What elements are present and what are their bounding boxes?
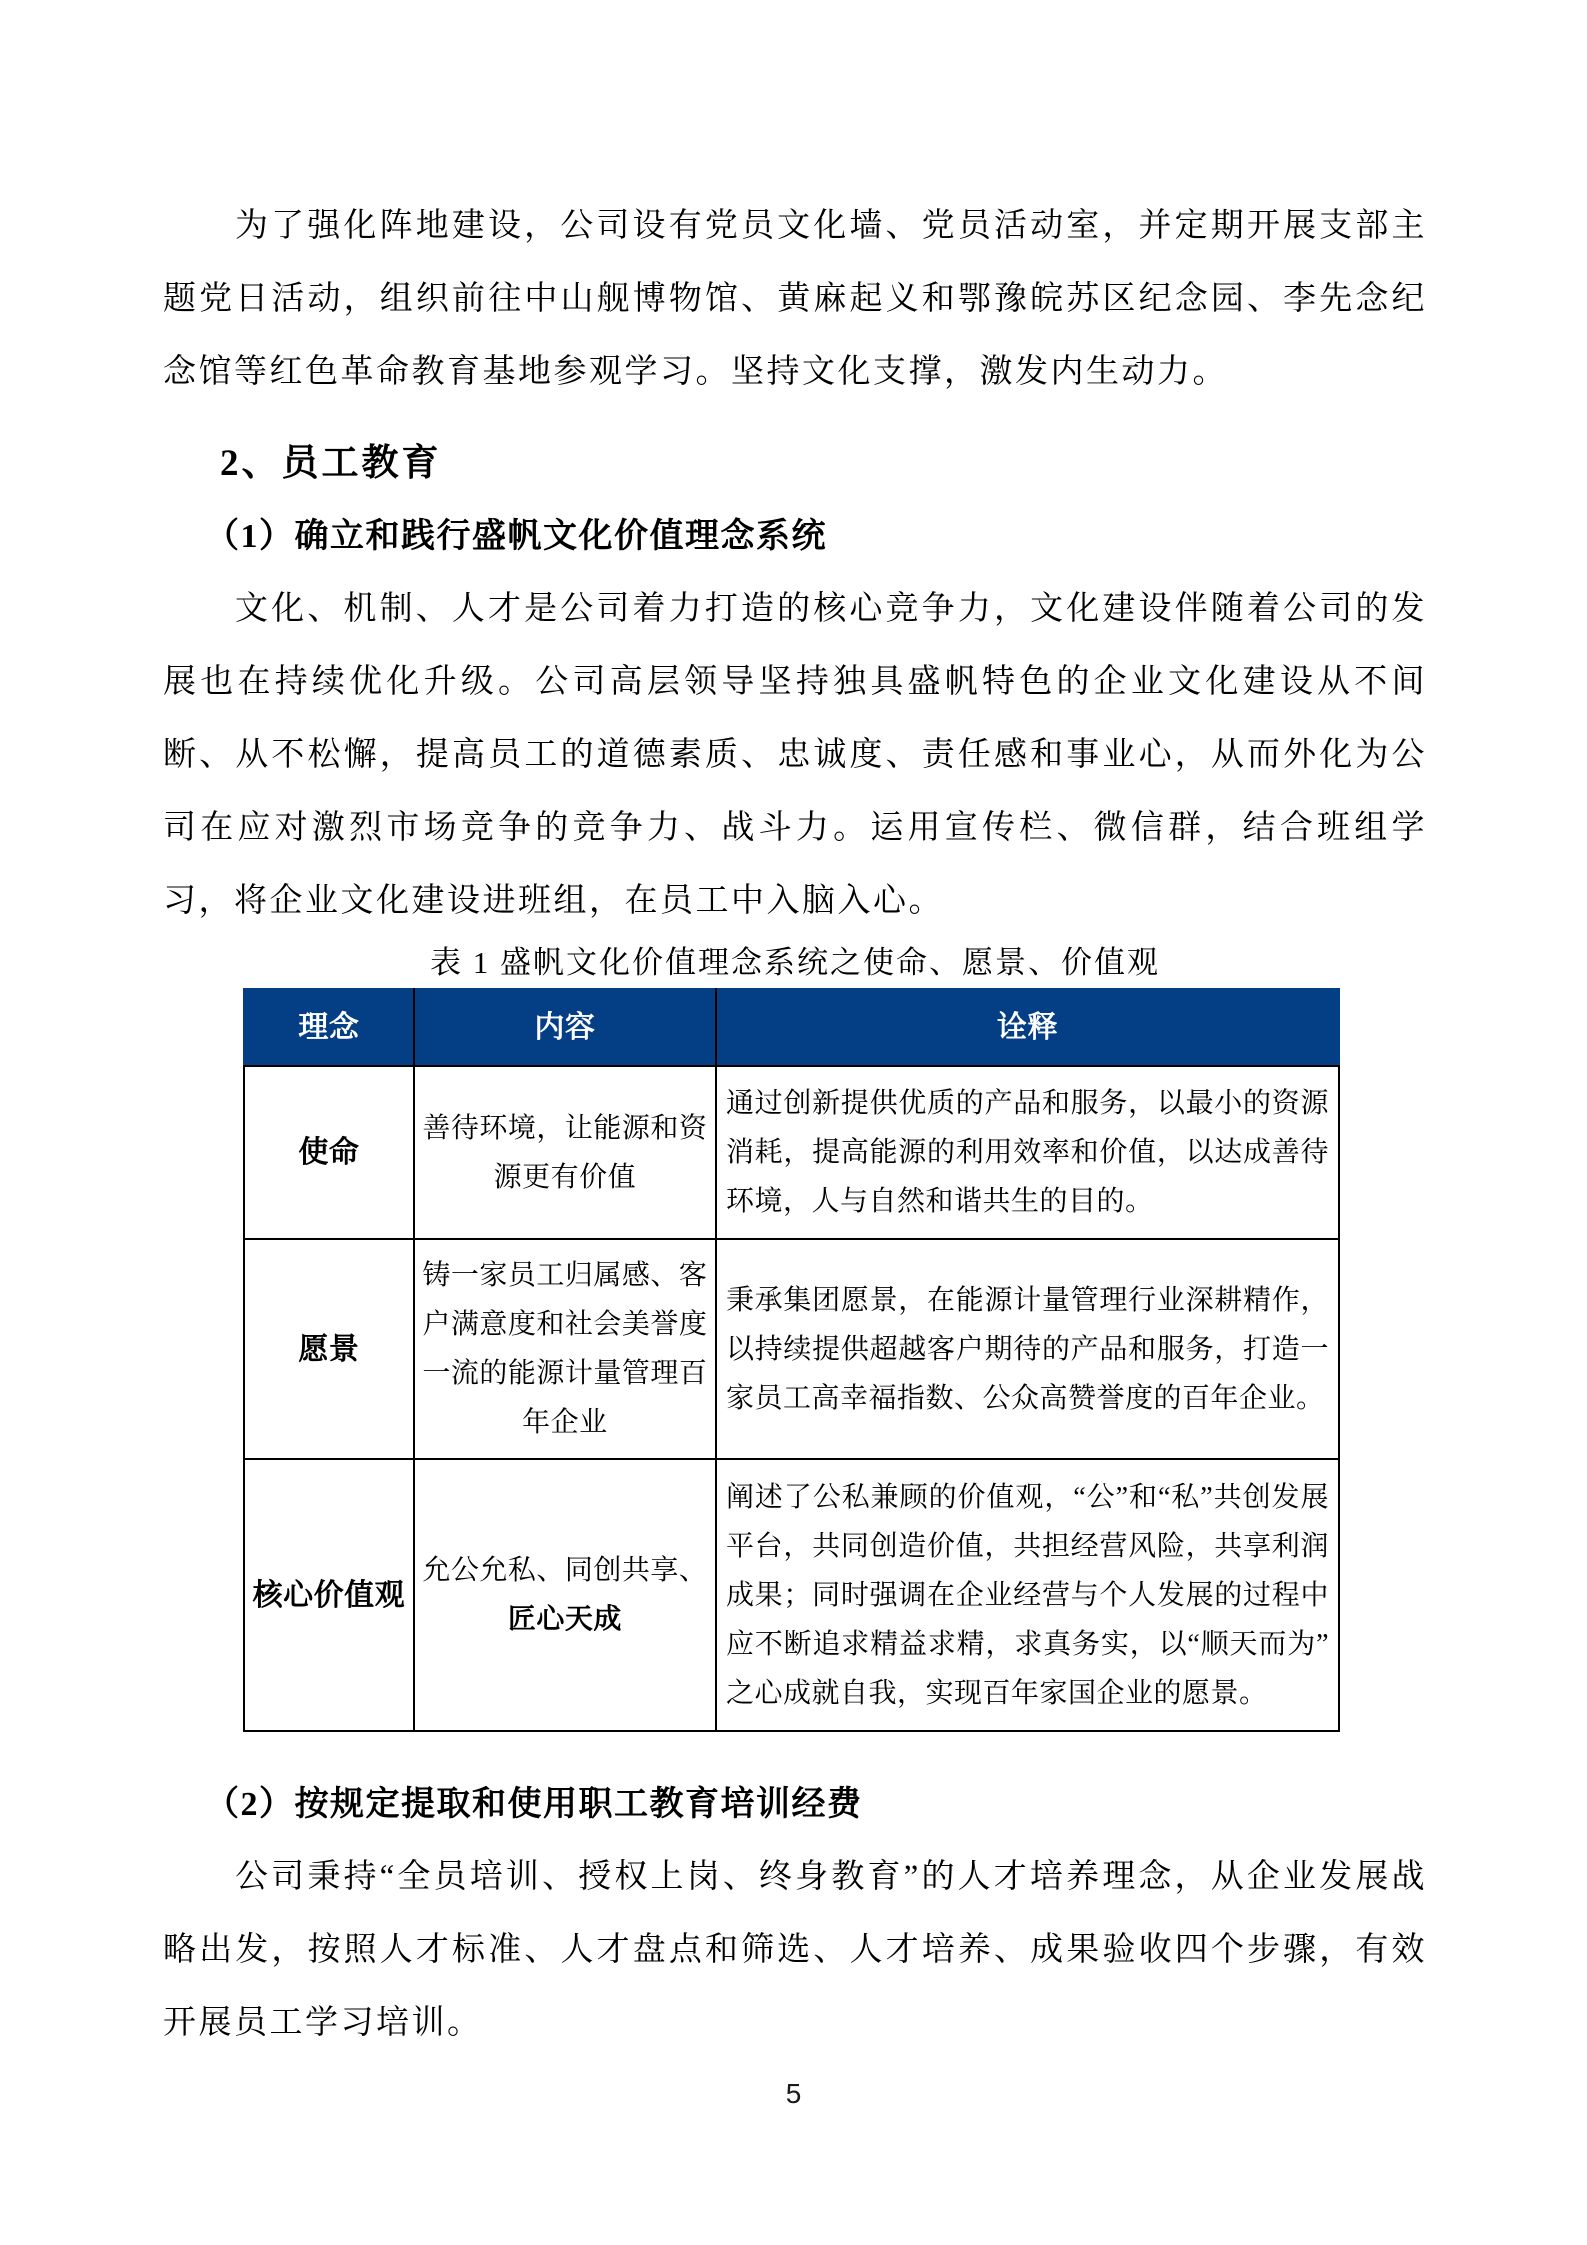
table-row-vision (244, 1239, 1339, 1459)
paragraph-training: 公司秉持“全员培训、授权上岗、终身教育”的人才培养理念，从企业发展战略出发，按照人才标准、人才盘点和筛选、人才培养、成果验收四个步骤，有效开展员工学习培训。 (163, 1859, 1427, 2041)
cell-content-bold-text: 匠心天成 (507, 1604, 622, 1635)
cell-content (414, 1459, 716, 1731)
cell-concept: 愿景 (244, 1239, 414, 1459)
cell-concept: 使命 (244, 1066, 414, 1239)
cell-concept: 核心价值观 (244, 1459, 414, 1731)
paragraph-culture-building: 文化、机制、人才是公司着力打造的核心竞争力，文化建设伴随着公司的发展也在持续优化升级。公司高层领导坚持独具盛帆特色的企业文化建设从不间断、从不松懈，提高员工的道德素质、忠诚度、责任感和事业心，从而外化为公司在应对激烈市场竞争的竞争力、战斗力。运用宣传栏、微信群，结合班组学习，将企业文化建设进班组，在员工中入脑入心。 (163, 591, 1427, 919)
cell-explanation: 秉承集团愿景，在能源计量管理行业深耕精作，以持续提供超越客户期待的产品和服务，打造一家员工高幸福指数、公众高赞誉度的百年企业。 (716, 1239, 1339, 1459)
page-content (163, 0, 1427, 2060)
cell-explanation: 通过创新提供优质的产品和服务，以最小的资源消耗，提高能源的利用效率和价值，以达成善待环境，人与自然和谐共生的目的。 (716, 1066, 1339, 1239)
page-number: 5 (785, 2078, 802, 2109)
column-header-concept: 理念 (244, 989, 414, 1066)
table-caption: 表 1 盛帆文化价值理念系统之使命、愿景、价值观 (430, 945, 1160, 980)
cell-explanation: 阐述了公私兼顾的价值观，“公”和“私”共创发展平台，共同创造价值，共担经营风险，共享利润成果；同时强调在企业经营与个人发展的过程中应不断追求精益求精，求真务实，以“顺天而为”之心成就自我，实现百年家国企业的愿景。 (716, 1459, 1339, 1731)
values-table (243, 988, 1340, 1732)
table-row-core-values (244, 1459, 1339, 1731)
cell-content (414, 1066, 716, 1239)
cell-content (414, 1239, 716, 1459)
heading-employee-education: 2、员工教育 (220, 443, 442, 484)
cell-content-text: 允公允私、同创共享、 (422, 1555, 708, 1586)
table-row-mission (244, 1066, 1339, 1239)
column-header-content: 内容 (414, 989, 716, 1066)
column-header-explanation: 诠释 (716, 989, 1339, 1066)
cell-content-text: 善待环境，让能源和资源更有价值 (422, 1112, 708, 1193)
paragraph-party-building: 为了强化阵地建设，公司设有党员文化墙、党员活动室，并定期开展支部主题党日活动，组织前往中山舰博物馆、黄麻起义和鄂豫皖苏区纪念园、李先念纪念馆等红色革命教育基地参观学习。坚持文化支撑，激发内生动力。 (163, 208, 1427, 390)
subheading-culture-value-system: （1）确立和践行盛帆文化价值理念系统 (205, 518, 827, 555)
table-header-row (244, 989, 1339, 1066)
subheading-training-funds: （2）按规定提取和使用职工教育培训经费 (205, 1786, 863, 1823)
cell-content-text: 铸一家员工归属感、客户满意度和社会美誉度一流的能源计量管理百年企业 (422, 1260, 708, 1438)
